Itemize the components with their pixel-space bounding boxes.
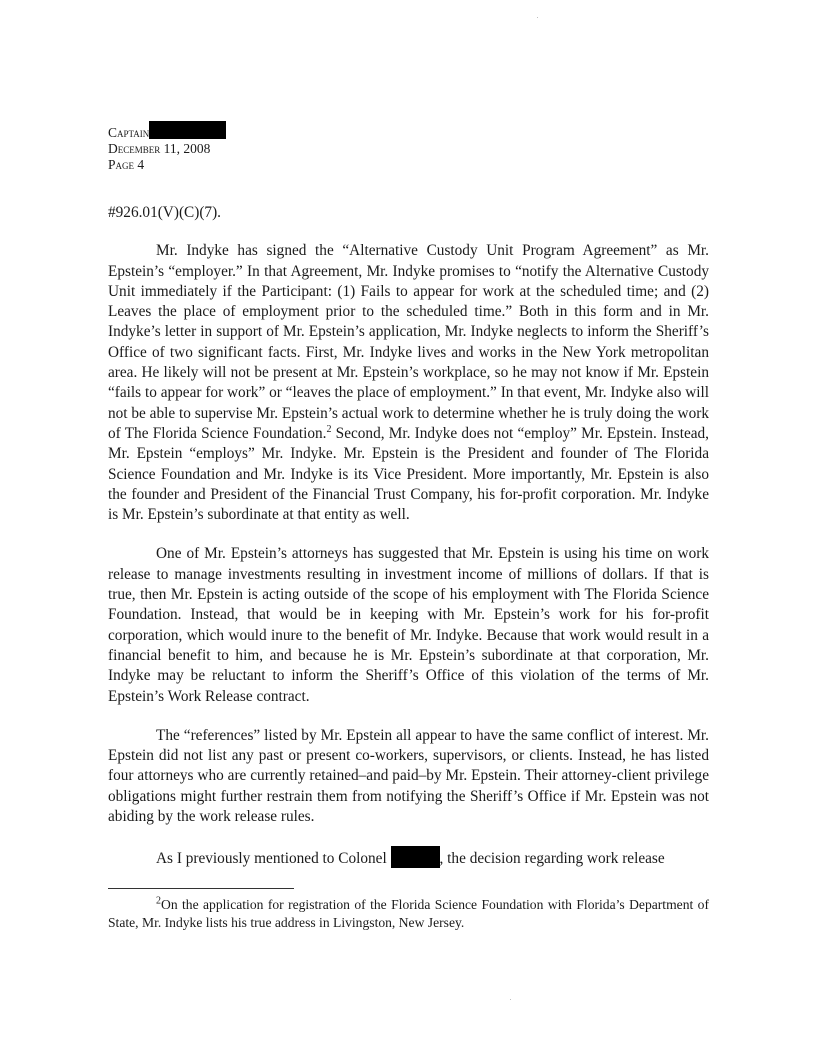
letter-header bbox=[108, 125, 226, 173]
paragraph-text: Mr. Indyke has signed the “Alternative Custody Unit Program Agreement” as Mr. Epstein’s “employer.” In that Agreement, Mr. Indyke promises to “notify the Alternative Custody Unit immediately if the Participant: (1) Fails to appear for work at the scheduled time; and (2) Leaves the place of employment prior to the scheduled time.” Both in this form and in Mr. Indyke’s letter in support of Mr. Epstein’s application, Mr. Indyke neglects to inform the Sheriff’s Office of two significant facts. First, Mr. Indyke lives and works in the New York metropolitan area. He likely will not be present at Mr. Epstein’s workplace, so he may not know if Mr. Epstein “fails to appear for work” or “leaves the place of employment.” In that event, Mr. Indyke also will not be able to supervise Mr. Epstein’s actual work to determine whether he is truly doing the work of The Florida Science Foundation. bbox=[108, 242, 709, 442]
footnote-text: On the application for registration of the Florida Science Foundation with Florida’s Department of State, Mr. Indyke lists his true address in Livingston, New Jersey. bbox=[108, 897, 709, 930]
paragraph-colonel bbox=[108, 846, 709, 869]
paragraph-text: Second, Mr. Indyke does not “employ” Mr. Epstein. Instead, Mr. Epstein “employs” Mr. Indyke. Mr. Epstein is the President and founder of The Florida Science Foundation and Mr. Indyke is its Vice President. More importantly, Mr. Epstein is also the founder and President of the Financial Trust Company, his for-profit corporation. Mr. Indyke is Mr. Epstein’s subordinate at that entity as well. bbox=[108, 424, 709, 524]
footnote-number: 2 bbox=[156, 895, 161, 907]
paragraph-text: As I previously mentioned to Colonel bbox=[156, 850, 391, 868]
footnote bbox=[108, 896, 709, 932]
recipient-label: Captain bbox=[108, 125, 150, 140]
paragraph-indyke-agreement bbox=[108, 241, 709, 525]
letter-date: December 11, 2008 bbox=[108, 141, 211, 156]
letter-body bbox=[108, 203, 709, 870]
paragraph-investments: One of Mr. Epstein’s attorneys has suggested that Mr. Epstein is using his time on work release to manage investments resulting in investment income of millions of dollars. If that is true, then Mr. Epstein is acting outside of the scope of his employment with The Florida Science Foundation. Instead, that would be in keeping with Mr. Epstein’s work for his for-profit corporation, which would inure to the benefit of Mr. Indyke. Because that work would result in a financial benefit to him, and because he is Mr. Epstein’s subordinate at that corporation, Mr. Indyke may be reluctant to inform the Sheriff’s Office of this violation of the terms of Mr. Epstein’s Work Release contract. bbox=[108, 545, 709, 705]
footnote-reference[interactable]: 2 bbox=[326, 423, 332, 435]
scan-speck bbox=[537, 17, 538, 18]
redaction-block bbox=[149, 121, 226, 139]
page-number: Page 4 bbox=[108, 157, 145, 172]
recipient-line bbox=[108, 125, 226, 141]
scan-speck bbox=[510, 999, 511, 1000]
footnote-divider bbox=[108, 888, 294, 889]
redaction-block bbox=[391, 846, 440, 868]
citation-line: #926.01(V)(C)(7). bbox=[108, 204, 222, 221]
paragraph-references: The “references” listed by Mr. Epstein all appear to have the same conflict of interest. Mr. Epstein did not list any past or present co-workers, supervisors, or clients. Instead, he has listed four attorneys who are currently retained–and paid–by Mr. Epstein. Their attorney-client privilege obligations might further restrain them from notifying the Sheriff’s Office if Mr. Epstein was not abiding by the work release rules. bbox=[108, 726, 709, 826]
paragraph-text: , the decision regarding work release bbox=[439, 850, 665, 868]
